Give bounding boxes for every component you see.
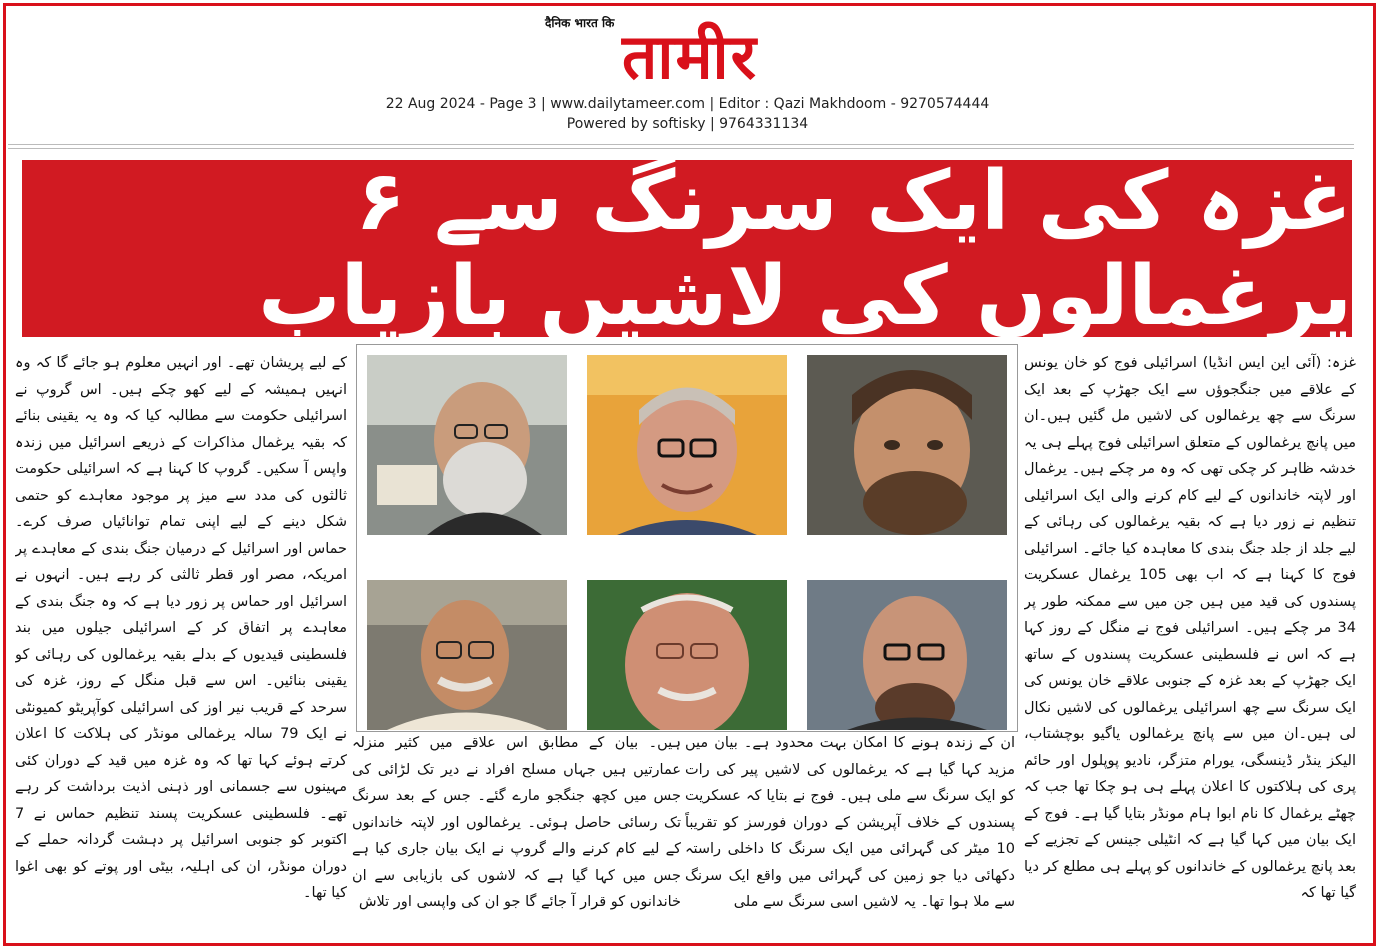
article-column-middle-right: ان کے زندہ ہونے کا امکان بہت محدود ہے۔ بیان میں مزید کہا گیا ہے کہ یرغمالوں کی لاشیں پیر کی رات کو ایک سرنگ سے ملی ہیں۔ فوج نے بتایا کہ عسکریت پسندوں کے خلاف آپریشن کے دوران فورسز کو تقریباً 10 میٹر کی گہرائی میں ایک سرنگ کا داخلی راستہ دکھائی دیا جو زمین کی گہرائی میں واقع ایک سرنگ سے ملا ہوا تھا۔ یہ لاشیں اسی سرنگ سے ملی — [685, 735, 1015, 910]
hostage-photo-1 — [367, 355, 567, 535]
newspaper-logo[interactable]: तामीर — [622, 20, 758, 93]
photo-grid — [356, 344, 1018, 732]
credits-info: Powered by softisky | 9764331134 — [566, 116, 809, 132]
article-column-right: غزہ: (آئی این ایس انڈیا) اسرائیلی فوج کو خان یونس کے علاقے میں جنگجوؤں سے ایک جھڑپ کے بعد ایک سرنگ سے چھ یرغمالوں کی لاشیں مل گئیں ہیں۔ان میں پانچ یرغمالوں کے متعلق اسرائیلی فوج پہلے ہی یہ خدشہ ظاہر کر چکی تھی کہ وہ مر چکے ہیں۔ یرغمال اور لاپتہ خاندانوں کے لیے کام کرنے والی ایک اسرائیلی تنظیم نے زور دیا ہے کہ بقیہ یرغمالوں کی رہائی کے لیے جلد از جلد جنگ بندی کا معاہدہ کیا جائے۔ اسرائیلی فوج کا کہنا ہے کہ اب بھی 105 یرغمال عسکریت پسندوں کی قید میں ہیں جن میں سے ممکنہ طور پر 34 مر چکے ہیں۔ اسرائیلی فوج نے منگل کے روز کہا ہے کہ اس نے فلسطینی عسکریت پسندوں کے ساتھ ایک جھڑپ کے بعد غزہ کے جنوبی علاقے خان یونس کی ایک سرنگ سے چھ اسرائیلی یرغمالوں کی لاشیں نکال لی ہیں۔ان میں سے پانچ یرغمالوں یاگیو بوچشتاب، الیکز ینڈر ڈینسگی، یورام متزگر، نادیو پوپلول اور حائم پری کی ہلاکتوں کا اعلان پہلے ہی ہو چکا تھا جب کہ چھٹے یرغمال کا نام ابوا ہام مونڈر بتایا گیا ہے۔ فوج کے ایک بیان میں کہا گیا ہے کہ انٹیلی جینس کے تجزیے کے بعد پانچ یرغمالوں کے خاندانوں کو پہلے ہی مطلع کر دیا گیا تھا کہ — [1024, 355, 1356, 901]
hostage-photo-5 — [587, 580, 787, 730]
article-column-left: کے لیے پریشان تھے۔ اور انہیں معلوم ہو جائے گا کہ وہ انہیں ہمیشہ کے لیے کھو چکے ہیں۔ اس گروپ نے اسرائیلی حکومت سے مطالبہ کیا کہ وہ یہ یقینی بنائے کہ بقیہ یرغمال مذاکرات کے ذریعے اسرائیل میں زندہ واپس آ سکیں۔ گروپ کا کہنا ہے کہ اسرائیلی حکومت ثالثوں کی مدد سے میز پر موجود معاہدے کو حتمی شکل دینے کے لیے اپنی تمام توانائیاں صرف کرے۔ حماس اور اسرائیل کے درمیان جنگ بندی کے معاہدے پر امریکہ، مصر اور قطر ثالثی کر رہے ہیں۔ انہوں نے اسرائیل اور حماس پر زور دیا ہے کہ وہ جنگ بندی کے معاہدے پر اتفاق کر کے اسرائیلی جیلوں میں بند فلسطینی قیدیوں کے بدلے بقیہ یرغمالوں کی رہائی کو یقینی بنائیں۔ اس سے قبل منگل کے روز، غزہ کی سرحد کے قریب نیر اوز کی اسرائیلی کوآپریٹو کمیونٹی نے ایک 79 سالہ یرغمالی مونڈر کی ہلاکت کا اعلان کرتے ہوئے کہا تھا کہ وہ غزہ میں قید کے دوران کئی مہینوں سے جسمانی اور ذہنی اذیت برداشت کر رہے تھے۔ فلسطینی عسکریت پسند تنظیم حماس نے 7 اکتوبر کو جنوبی اسرائیل پر دہشت گردانہ حملے کے دوران مونڈر، ان کی اہلیہ، بیٹی اور پوتے کو بھی اغوا کیا تھا۔ — [15, 355, 347, 901]
hostage-photo-6 — [807, 580, 1007, 730]
edition-info: 22 Aug 2024 - Page 3 | www.dailytameer.com | Editor : Qazi Makhdoom - 9270574444 — [385, 96, 990, 112]
hostage-photo-2 — [587, 355, 787, 535]
headline: غزہ کی ایک سرنگ سے ۶ یرغمالوں کی لاشیں بازیاب — [258, 153, 1352, 344]
masthead-kicker: दैनिक भारत कि — [545, 16, 615, 30]
hostage-photo-4 — [367, 580, 567, 730]
masthead — [0, 0, 1379, 140]
masthead-divider — [8, 144, 1354, 149]
hostage-photo-3 — [807, 355, 1007, 535]
article-column-middle-left: ہیں۔ بیان کے مطابق اس علاقے میں کثیر منزلہ عمارتیں ہیں جہاں مسلح افراد نے دیر تک لڑائی کی جس میں کچھ جنگجو مارے گئے۔ جس کے بعد سرنگ تک رسائی حاصل ہوئی۔ یرغمالوں اور لاپتہ خاندانوں کے لیے کام کرنے والے گروپ نے ایک بیان جاری کیا ہے جس میں کہا گیا ہے کہ لاشوں کی بازیابی سے ان خاندانوں کو قرار آ جائے گا جو ان کی واپسی اور تلاش — [352, 735, 681, 910]
headline-banner — [22, 153, 1352, 344]
